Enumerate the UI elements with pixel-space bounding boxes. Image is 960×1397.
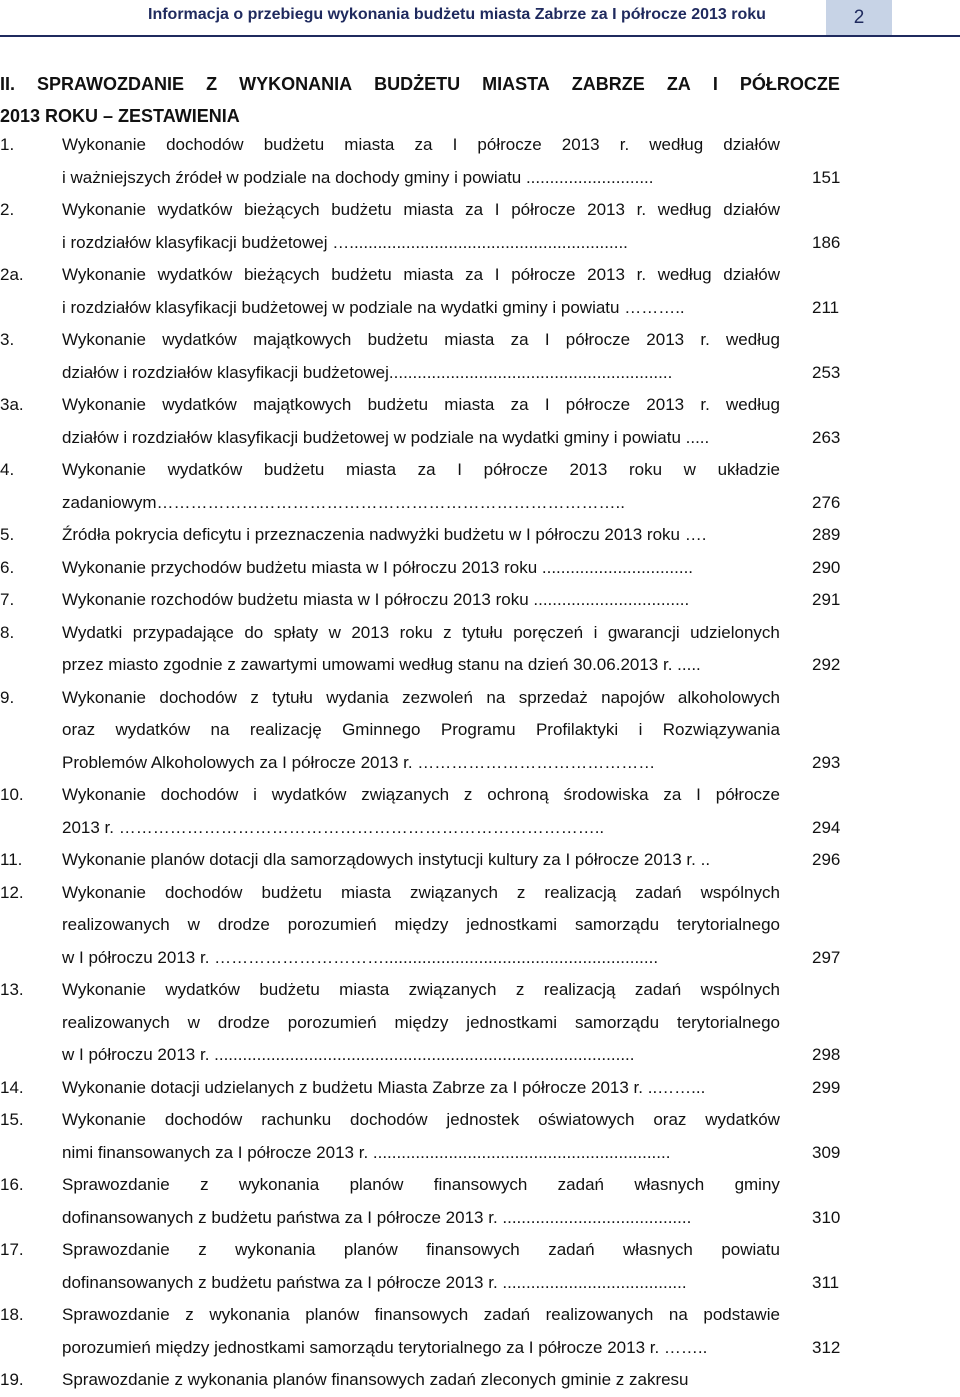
toc-entry-title-line: Wydatki przypadające do spłaty w 2013 roku z tytułu poręczeń i gwarancji udzielonych [62, 622, 780, 642]
toc-entry-page: 299 [812, 1077, 841, 1097]
toc-entry-title-line: Wykonanie dochodów i wydatków związanych z ochroną środowiska za I półrocze [62, 785, 780, 804]
toc-entry-number: 2. [0, 200, 15, 219]
toc-entry-title-line: Wykonanie wydatków bieżących budżetu miasta za I półrocze 2013 r. według działów [62, 265, 780, 284]
toc-entry-number: 8. [0, 622, 15, 642]
toc-entry-page: 298 [812, 1045, 841, 1064]
section-heading-word: ZABRZE [571, 74, 645, 94]
toc-entry [0, 519, 960, 552]
toc-entry-number: 12. [0, 882, 24, 902]
toc-entry-title-line: Problemów Alkoholowych za I półrocze 2013 r. …………………………………… [62, 752, 656, 772]
toc-entry-page: 289 [812, 525, 841, 544]
toc-entry-number: 11. [0, 850, 23, 869]
toc-entry-title-line: w I półroczu 2013 r. ………………………….......................................................... [62, 947, 659, 967]
toc-entry-number: 2a. [0, 265, 24, 284]
toc-entry-title-line: Wykonanie dochodów budżetu miasta związanych z realizacją zadań wspólnych [62, 882, 780, 902]
toc-entry [0, 584, 960, 617]
toc-entry-title-line: Sprawozdanie z wykonania planów finansowych zadań zleconych gminie z zakresu [62, 1370, 689, 1389]
section-heading-word: Z [206, 74, 218, 94]
toc-entry [0, 844, 960, 877]
toc-entry-title-line: 2013 r. ………………………………………………………………………….. [62, 817, 605, 837]
toc-entry-title-line: Sprawozdanie z wykonania planów finansowych zadań własnych gminy [62, 1175, 780, 1194]
toc-entry-number: 6. [0, 557, 15, 577]
toc-entry [0, 259, 960, 324]
section-heading-word: BUDŻETU [374, 74, 461, 94]
toc-entry-number: 14. [0, 1077, 24, 1097]
toc-entry-title-line: działów i rozdziałów klasyfikacji budżetowej............................................................ [62, 362, 673, 382]
toc-entry [0, 389, 960, 454]
toc-entry-title-line: i rozdziałów klasyfikacji budżetowej …........................................................... [62, 232, 628, 252]
toc-entry [0, 1169, 960, 1234]
toc-entry-title-line: Wykonanie dochodów budżetu miasta za I półrocze 2013 r. według działów [62, 135, 780, 154]
section-heading [0, 68, 840, 132]
toc-entry-number: 9. [0, 687, 15, 707]
section-heading-word: MIASTA [482, 74, 550, 94]
toc-entry-page: 296 [812, 850, 841, 869]
toc-entry-number: 3. [0, 330, 15, 349]
toc-entry-title-line: Wykonanie wydatków majątkowych budżetu miasta za I półrocze 2013 r. według [62, 330, 780, 349]
toc-entry-page: 309 [812, 1142, 841, 1162]
toc-entry-title-line: Sprawozdanie z wykonania planów finansowych zadań realizowanych na podstawie [62, 1305, 780, 1324]
toc-entry [0, 324, 960, 389]
toc-entry [0, 1364, 960, 1397]
toc-entry-number: 3a. [0, 395, 24, 414]
toc-entry [0, 779, 960, 844]
toc-entry [0, 974, 960, 1072]
toc-entry-title-line: Wykonanie wydatków majątkowych budżetu miasta za I półrocze 2013 r. według [62, 395, 780, 414]
toc-entry-title-line: i ważniejszych źródeł w podziale na dochody gminy i powiatu ........................... [62, 167, 654, 187]
toc-entry [0, 1299, 960, 1364]
toc-entry-number: 18. [0, 1305, 24, 1324]
toc-entry [0, 1104, 960, 1169]
toc-entry-title-line: porozumień między jednostkami samorządu terytorialnego za I półrocze 2013 r. …….. [62, 1337, 708, 1357]
section-heading-line-2: 2013 ROKU – ZESTAWIENIA [0, 106, 240, 126]
header-divider [0, 35, 960, 37]
toc-entry-title-line: zadaniowym……………………………………………………………………….. [62, 492, 625, 512]
section-heading-line-1 [0, 68, 840, 100]
toc-entry [0, 1234, 960, 1299]
toc-entry-page: 292 [812, 655, 841, 674]
toc-entry-title-line: dofinansowanych z budżetu państwa za I półrocze 2013 r. ....................................... [62, 1272, 687, 1292]
toc-entry-title-line: Wykonanie wydatków bieżących budżetu miasta za I półrocze 2013 r. według działów [62, 200, 780, 219]
toc-entry [0, 877, 960, 975]
toc-entry-page: 186 [812, 232, 841, 252]
section-heading-word: SPRAWOZDANIE [37, 74, 185, 94]
toc-entry-page: 312 [812, 1337, 841, 1357]
toc-entry-title-line: Wykonanie planów dotacji dla samorządowych instytucji kultury za I półrocze 2013 r. .. [62, 850, 711, 869]
toc-entry-title-line: Wykonanie wydatków budżetu miasta związanych z realizacją zadań wspólnych [62, 980, 780, 999]
toc-entry-title-line: działów i rozdziałów klasyfikacji budżetowej w podziale na wydatki gminy i powiatu ..... [62, 427, 710, 447]
toc-entry [0, 129, 960, 194]
toc-entry-title-line: Wykonanie rozchodów budżetu miasta w I półroczu 2013 roku ................................. [62, 590, 690, 609]
toc-entry [0, 454, 960, 519]
toc-entry-number: 13. [0, 980, 24, 999]
toc-entry [0, 617, 960, 682]
toc-entry-number: 19. [0, 1370, 24, 1389]
toc-entry-title-line: Wykonanie wydatków budżetu miasta za I półrocze 2013 roku w układzie [62, 460, 780, 479]
section-heading-word: I [712, 74, 718, 94]
toc-entry-page: 276 [812, 492, 841, 512]
toc-entry-page: 293 [812, 752, 841, 772]
toc-entry-page: 310 [812, 1207, 841, 1227]
page-header [0, 0, 960, 34]
toc-entry-title-line: oraz wydatków na realizację Gminnego Programu Profilaktyki i Rozwiązywania [62, 720, 780, 739]
toc-entry-title-line: nimi finansowanych za I półrocze 2013 r. ............................................................... [62, 1142, 671, 1162]
toc-entry-number: 10. [0, 785, 24, 804]
toc-entry-page: 294 [812, 817, 841, 837]
toc-entry-title-line: w I półroczu 2013 r. ......................................................................................... [62, 1045, 635, 1064]
toc-entry-title-line: dofinansowanych z budżetu państwa za I półrocze 2013 r. ........................................ [62, 1207, 692, 1227]
toc-entry-title-line: Wykonanie przychodów budżetu miasta w I półroczu 2013 roku ................................ [62, 557, 694, 577]
toc-entry-title-line: realizowanych w drodze porozumień między jednostkami samorządu terytorialnego [62, 1012, 780, 1032]
section-heading-word: ZA [666, 74, 691, 94]
toc-entry-page: 151 [812, 167, 841, 187]
toc-entry-title-line: przez miasto zgodnie z zawartymi umowami według stanu na dzień 30.06.2013 r. ..... [62, 655, 701, 674]
section-heading-word: PÓŁROCZE [739, 74, 840, 94]
toc-entry-number: 4. [0, 460, 15, 479]
toc-entry-title-line: Wykonanie dotacji udzielanych z budżetu Miasta Zabrze za I półrocze 2013 r. ..……... [62, 1077, 706, 1097]
toc-entry [0, 682, 960, 780]
toc-entry-number: 7. [0, 590, 15, 609]
section-heading-word: WYKONANIA [239, 74, 353, 94]
toc-entry-number: 15. [0, 1110, 24, 1129]
toc-entry-number: 16. [0, 1175, 24, 1194]
section-heading-word: II. [0, 74, 16, 94]
toc-entry-page: 291 [812, 590, 841, 609]
toc-entry-title-line: realizowanych w drodze porozumień między jednostkami samorządu terytorialnego [62, 915, 780, 934]
toc-entry-page: 311 [812, 1272, 840, 1292]
toc-entry-number: 1. [0, 135, 15, 154]
header-page-number: 2 [826, 0, 892, 36]
toc-entry-title-line: i rozdziałów klasyfikacji budżetowej w podziale na wydatki gminy i powiatu ……….. [62, 297, 685, 317]
toc-entry-page: 253 [812, 362, 841, 382]
toc-entry-page: 290 [812, 557, 841, 577]
toc-entry-title-line: Wykonanie dochodów z tytułu wydania zezwoleń na sprzedaż napojów alkoholowych [62, 687, 780, 707]
toc-entry-number: 17. [0, 1240, 24, 1259]
header-title: Informacja o przebiegu wykonania budżetu miasta Zabrze za I półrocze 2013 roku [148, 6, 766, 23]
toc-entry [0, 552, 960, 585]
toc-entry-title-line: Sprawozdanie z wykonania planów finansowych zadań własnych powiatu [62, 1240, 780, 1259]
toc-entry-page: 263 [812, 427, 841, 447]
toc-entry [0, 1072, 960, 1105]
toc-entry [0, 194, 960, 259]
toc-entry-page: 297 [812, 947, 841, 967]
toc-entry-page: 211 [812, 297, 840, 317]
toc-entry-number: 5. [0, 525, 15, 544]
toc-entry-title-line: Wykonanie dochodów rachunku dochodów jednostek oświatowych oraz wydatków [62, 1110, 780, 1129]
toc-entry-title-line: Źródła pokrycia deficytu i przeznaczenia nadwyżki budżetu w I półroczu 2013 roku …. [62, 525, 707, 544]
